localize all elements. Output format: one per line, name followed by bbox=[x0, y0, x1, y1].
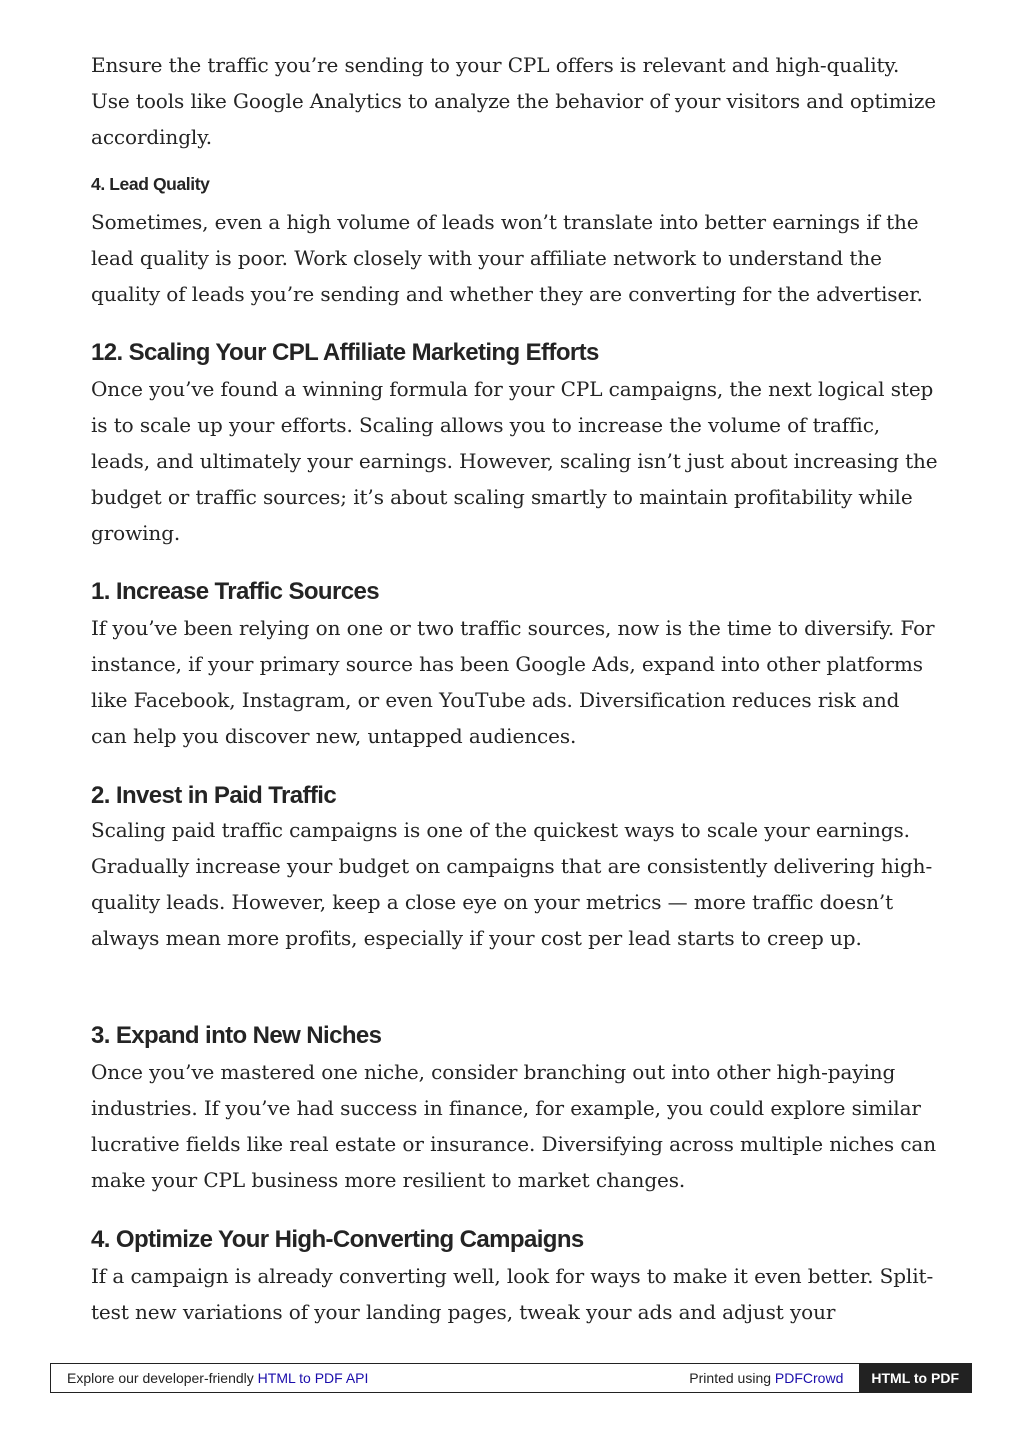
lead-quality-heading: 4. Lead Quality bbox=[91, 174, 210, 194]
section-heading: 3. Expand into New Niches bbox=[91, 1022, 382, 1049]
section-paid-traffic bbox=[91, 781, 941, 956]
footer-explore-text: Explore our developer-friendly bbox=[67, 1370, 254, 1386]
section-paragraph: If you’ve been relying on one or two traffic sources, now is the time to diversify. For instance, if your primary source has been Google Ads, expand into other platforms like Facebook, Instagram, or even YouTube ads. Diversification reduces risk and can help you discover new, untapped audiences. bbox=[91, 616, 935, 748]
intro-section bbox=[91, 47, 941, 155]
intro-paragraph: Ensure the traffic you’re sending to your CPL offers is relevant and high-quality. Use tools like Google Analytics to analyze the behavior of your visitors and optimize accordingly. bbox=[91, 53, 937, 149]
pdfcrowd-link[interactable]: PDFCrowd bbox=[774, 1370, 844, 1386]
footer-printed bbox=[689, 1370, 859, 1386]
footer-explore bbox=[51, 1370, 689, 1386]
scaling-heading: 12. Scaling Your CPL Affiliate Marketing Efforts bbox=[91, 339, 599, 366]
section-heading: 4. Optimize Your High-Converting Campaigns bbox=[91, 1226, 584, 1253]
lead-quality-section bbox=[91, 172, 941, 312]
html-to-pdf-badge[interactable]: HTML to PDF bbox=[859, 1364, 971, 1392]
section-new-niches bbox=[91, 1021, 941, 1198]
section-heading: 2. Invest in Paid Traffic bbox=[91, 782, 337, 809]
html-to-pdf-api-link[interactable]: HTML to PDF API bbox=[257, 1370, 369, 1386]
section-paragraph: Once you’ve mastered one niche, consider branching out into other high-paying industries. If you’ve had success in finance, for example, you could explore similar lucrative fields like real estate or insurance. Diversifying across multiple niches can make your CPL business more resilient to market changes. bbox=[91, 1060, 937, 1192]
section-increase-traffic bbox=[91, 577, 941, 754]
section-heading: 1. Increase Traffic Sources bbox=[91, 578, 379, 605]
scaling-section bbox=[91, 338, 941, 551]
section-optimize-campaigns bbox=[91, 1225, 941, 1330]
lead-quality-paragraph: Sometimes, even a high volume of leads won’t translate into better earnings if the lead quality is poor. Work closely with your affiliate network to understand the quality of leads you’re sending and whether they are converting for the advertiser. bbox=[91, 210, 923, 306]
section-paragraph: Scaling paid traffic campaigns is one of the quickest ways to scale your earnings. Gradually increase your budget on campaigns that are consistently delivering high-quality leads. However, keep a close eye on your metrics — more traffic doesn’t always mean more profits, especially if your cost per lead starts to creep up. bbox=[91, 818, 933, 950]
scaling-paragraph: Once you’ve found a winning formula for your CPL campaigns, the next logical step is to scale up your efforts. Scaling allows you to increase the volume of traffic, leads, and ultimately your earnings. However, scaling isn’t just about increasing the budget or traffic sources; it’s about scaling smartly to maintain profitability while growing. bbox=[91, 377, 938, 545]
footer-printed-text: Printed using bbox=[689, 1370, 772, 1386]
pdf-footer-bar bbox=[50, 1363, 972, 1393]
section-paragraph: If a campaign is already converting well, look for ways to make it even better. Split-test new variations of your landing pages, tweak your ads and adjust your bbox=[91, 1264, 934, 1324]
